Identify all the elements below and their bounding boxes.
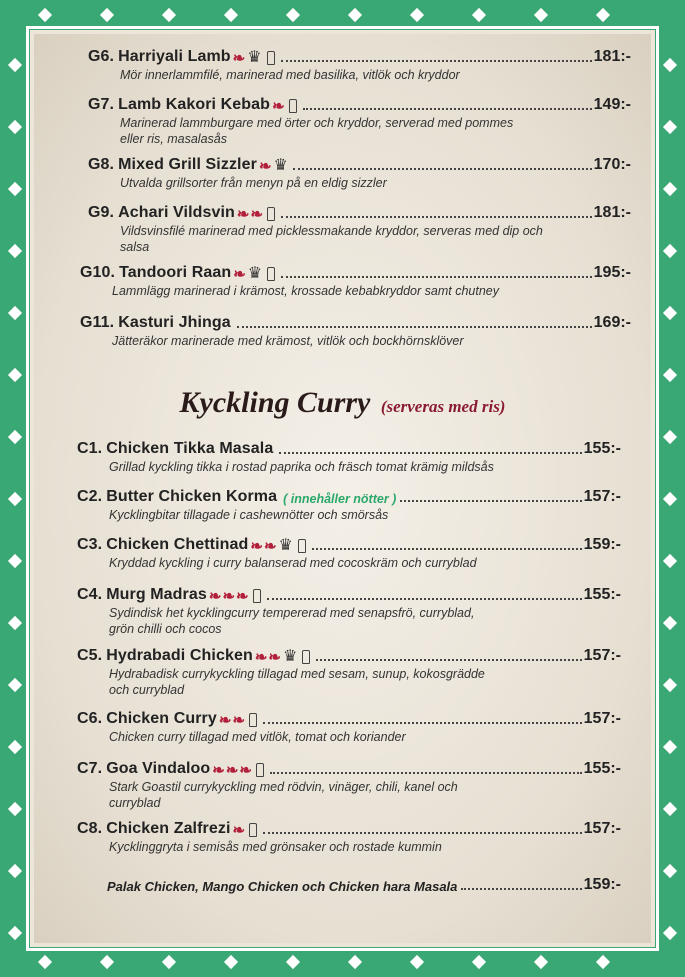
item-description-line: och curryblad	[109, 683, 185, 697]
item-price: 157:-	[583, 647, 621, 664]
bottle-icon	[267, 207, 275, 221]
menu-item	[77, 488, 621, 523]
chili-icon: ❧	[263, 538, 277, 555]
item-name: Kasturi Jhinga	[118, 314, 231, 331]
chili-icon: ❧	[272, 98, 285, 115]
leader-dots	[267, 598, 582, 600]
item-description-line: Marinerad lammburgare med örter och kryddor, serverad med pommes	[120, 116, 514, 130]
item-description-line: Sydindisk het kycklingcurry tempererad med senapsfrö, curryblad,	[109, 606, 475, 620]
chili-icon: ❧	[233, 266, 246, 283]
crown-icon: ♛	[247, 265, 263, 282]
item-description-line: Kryddad kyckling i curry balanserad med cocoskräm och curryblad	[109, 556, 477, 570]
item-description	[77, 666, 621, 698]
item-description	[88, 67, 631, 83]
menu-item	[88, 48, 631, 83]
item-icons	[237, 207, 277, 222]
item-description	[80, 283, 631, 299]
item-description	[77, 779, 621, 811]
menu-item	[88, 204, 631, 255]
menu-item	[77, 440, 621, 475]
item-price: 157:-	[583, 488, 621, 505]
special-item-price: 159:-	[583, 876, 621, 893]
item-code: C7.	[77, 760, 103, 777]
item-description-line: Grillad kyckling tikka i rostad paprika och fräsch tomat krämig mildsås	[109, 460, 494, 474]
item-description-line: grön chilli och cocos	[109, 622, 222, 636]
item-description-line: Utvalda grillsorter från menyn på en eldig sizzler	[120, 176, 387, 190]
item-code: G10.	[80, 264, 116, 281]
item-icons	[233, 266, 277, 282]
item-name: Tandoori Raan	[119, 264, 232, 281]
item-price: 169:-	[593, 314, 631, 331]
chili-icon: ❧	[250, 538, 263, 555]
leader-dots	[461, 888, 581, 890]
chili-icon: ❧	[222, 588, 236, 605]
leader-dots	[316, 659, 581, 661]
item-icons	[233, 50, 277, 66]
menu-item	[77, 710, 621, 745]
item-name: Mixed Grill Sizzler	[118, 156, 257, 173]
bottle-icon	[249, 713, 257, 727]
section-title: Kyckling Curry	[179, 386, 371, 419]
item-price: 155:-	[583, 586, 621, 603]
item-code: G11.	[80, 314, 115, 331]
crown-icon: ♛	[273, 157, 288, 174]
item-description-line: Jätteräkor marinerade med krämost, vitlök och bockhörnsklöver	[112, 334, 464, 348]
menu-item	[77, 760, 621, 811]
bottle-icon	[253, 589, 261, 603]
chili-icon: ❧	[232, 712, 246, 729]
item-description	[80, 333, 631, 349]
item-icons	[233, 823, 260, 838]
leader-dots	[270, 772, 582, 774]
item-icons	[209, 589, 263, 604]
item-description	[77, 839, 621, 855]
item-description-line: Stark Goastil currykyckling med rödvin, vinäger, chili, kanel och	[109, 780, 458, 794]
section-heading	[0, 386, 685, 420]
item-description	[88, 223, 631, 255]
item-code: G7.	[88, 96, 115, 113]
leader-dots	[237, 326, 592, 328]
leader-dots	[293, 168, 592, 170]
menu-item	[77, 820, 621, 855]
chili-icon: ❧	[232, 50, 246, 67]
item-icons	[219, 713, 259, 728]
item-code: C5.	[77, 647, 103, 664]
item-description	[77, 555, 621, 571]
item-description-line: Lammlägg marinerad i krämost, krossade kebabkryddor samt chutney	[112, 284, 499, 298]
bottle-icon	[249, 823, 257, 837]
bottle-icon	[256, 763, 264, 777]
item-price: 157:-	[583, 820, 621, 837]
item-description-line: Chicken curry tillagad med vitlök, tomat och koriander	[109, 730, 406, 744]
leader-dots	[312, 548, 582, 550]
section-subtitle: (serveras med ris)	[380, 397, 506, 416]
item-description-line: Kycklingbitar tillagade i cashewnötter och smörsås	[109, 508, 389, 522]
menu-item	[77, 647, 621, 698]
bottle-icon	[289, 99, 297, 113]
crown-icon: ♛	[278, 537, 293, 554]
item-price: 159:-	[583, 536, 621, 553]
item-name: Chicken Chettinad	[106, 536, 249, 553]
item-price: 155:-	[583, 440, 621, 457]
item-description	[88, 115, 631, 147]
special-item	[107, 876, 621, 894]
item-price: 157:-	[583, 710, 621, 727]
bottle-icon	[267, 267, 275, 281]
chili-icon: ❧	[218, 712, 232, 729]
item-price: 149:-	[593, 96, 631, 113]
leader-dots	[263, 722, 582, 724]
item-code: G8.	[88, 156, 115, 173]
leader-dots	[279, 452, 581, 454]
menu-item	[77, 536, 621, 571]
leader-dots	[281, 216, 592, 218]
bottle-icon	[298, 539, 306, 553]
item-note: ( innehåller nötter )	[283, 492, 397, 506]
bottle-icon	[267, 51, 275, 65]
item-code: G9.	[88, 204, 115, 221]
chili-icon: ❧	[268, 649, 281, 666]
item-code: C4.	[77, 586, 103, 603]
crown-icon: ♛	[283, 648, 298, 665]
chili-icon: ❧	[239, 762, 252, 779]
item-name: Murg Madras	[106, 586, 207, 603]
item-code: C2.	[77, 488, 103, 505]
item-price: 181:-	[593, 48, 631, 65]
leader-dots	[303, 108, 592, 110]
menu-item	[80, 314, 631, 349]
leader-dots	[263, 832, 582, 834]
crown-icon: ♛	[247, 49, 262, 66]
item-icons	[212, 763, 266, 778]
chili-icon: ❧	[236, 588, 249, 605]
item-description-line: salsa	[120, 240, 150, 254]
leader-dots	[281, 276, 592, 278]
item-code: C8.	[77, 820, 103, 837]
item-description-line: Mör innerlammfilé, marinerad med basilika, vitlök och kryddor	[120, 68, 460, 82]
item-name: Hydrabadi Chicken	[106, 647, 253, 664]
chili-icon: ❧	[250, 206, 264, 223]
chili-icon: ❧	[212, 762, 225, 779]
special-item-name: Palak Chicken, Mango Chicken och Chicken hara Masala	[107, 879, 458, 894]
item-code: C6.	[77, 710, 103, 727]
item-price: 170:-	[593, 156, 631, 173]
leader-dots	[400, 500, 581, 502]
bottle-icon	[302, 650, 310, 664]
item-price: 181:-	[593, 204, 631, 221]
menu-item	[88, 96, 631, 147]
item-name: Harriyali Lamb	[118, 48, 231, 65]
item-code: C1.	[77, 440, 103, 457]
chili-icon: ❧	[208, 588, 222, 605]
item-description-line: Hydrabadisk currykyckling tillagad med sesam, sunup, kokosgrädde	[109, 667, 485, 681]
item-name: Goa Vindaloo	[106, 760, 211, 777]
item-code: C3.	[77, 536, 103, 553]
chili-icon: ❧	[225, 762, 239, 779]
item-description	[77, 459, 621, 475]
item-price: 195:-	[593, 264, 631, 281]
chili-icon: ❧	[232, 822, 246, 839]
item-price: 155:-	[583, 760, 621, 777]
leader-dots	[281, 60, 592, 62]
item-icons	[255, 649, 313, 665]
item-name: Butter Chicken Korma	[106, 488, 278, 505]
item-icons	[272, 99, 299, 114]
chili-icon: ❧	[236, 206, 250, 223]
menu-item	[80, 264, 631, 299]
chili-icon: ❧	[258, 158, 272, 175]
item-code: G6.	[88, 48, 115, 65]
item-description	[77, 507, 621, 523]
item-name: Chicken Zalfrezi	[106, 820, 231, 837]
item-description-line: Vildsvinsfilé marinerad med picklessmakande kryddor, serveras med dip och	[120, 224, 543, 238]
item-icons	[250, 538, 308, 554]
item-description-line: Kycklinggryta i semisås med grönsaker och rostade kummin	[109, 840, 442, 854]
item-description	[77, 605, 621, 637]
item-name: Achari Vildsvin	[118, 204, 235, 221]
chili-icon: ❧	[254, 649, 268, 666]
item-name: Chicken Tikka Masala	[106, 440, 274, 457]
menu-item	[88, 156, 631, 191]
item-name: Chicken Curry	[106, 710, 217, 727]
item-description-line: curryblad	[109, 796, 161, 810]
menu-item	[77, 586, 621, 637]
item-description	[77, 729, 621, 745]
item-icons	[259, 158, 289, 174]
item-description	[88, 175, 631, 191]
item-description-line: eller ris, masalasås	[120, 132, 227, 146]
item-name: Lamb Kakori Kebab	[118, 96, 271, 113]
